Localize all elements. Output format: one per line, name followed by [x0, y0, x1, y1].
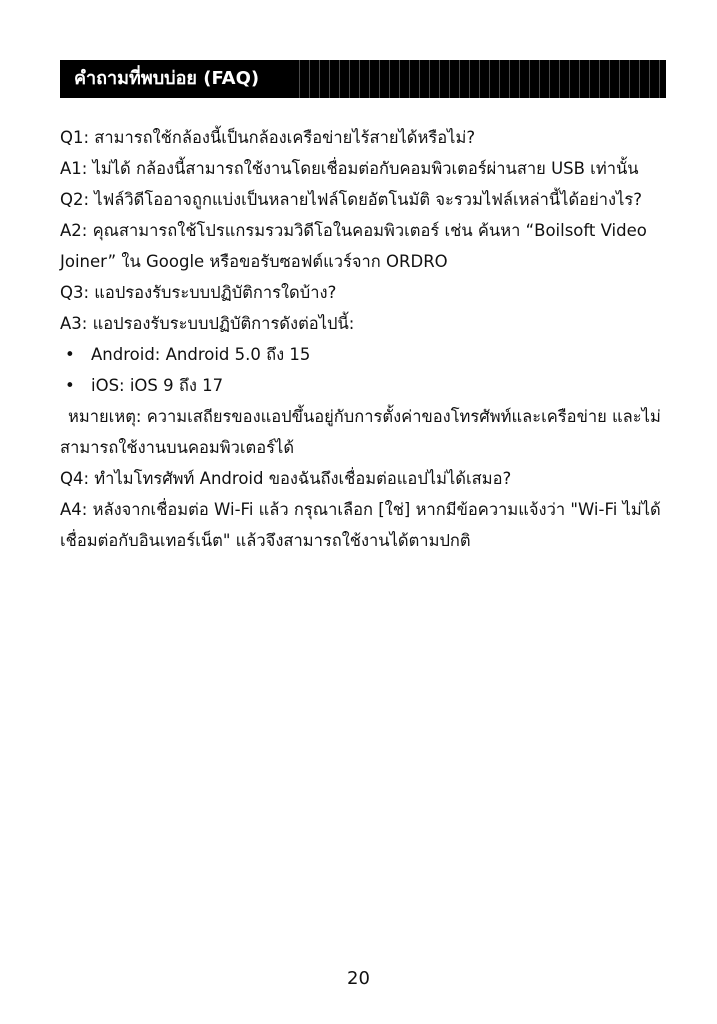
- list-item-android: • Android: Android 5.0 ถึง 15: [91, 339, 680, 370]
- page-title: คำถามที่พบบ่อย (FAQ): [74, 60, 267, 98]
- faq-header-bar: [60, 60, 666, 98]
- question-2: Q2: ไฟล์วิดีโออาจถูกแบ่งเป็นหลายไฟล์โดยอัตโนมัติ จะรวมไฟล์เหล่านี้ได้อย่างไร?: [60, 190, 643, 209]
- supported-os-list: [60, 339, 680, 401]
- answer-3: A3: แอปรองรับระบบปฏิบัติการดังต่อไปนี้:: [60, 314, 355, 333]
- note-text: หมายเหตุ: ความเสถียรของแอปขึ้นอยู่กับการตั้งค่าของโทรศัพท์และเครือข่าย และไม่สามารถใช้งานบนคอมพิวเตอร์ได้: [60, 407, 661, 457]
- list-item-ios: • iOS: iOS 9 ถึง 17: [91, 370, 680, 401]
- question-4: Q4: ทำไมโทรศัพท์ Android ของฉันถึงเชื่อมต่อแอปไม่ได้เสมอ?: [60, 469, 512, 488]
- faq-content: [60, 122, 680, 556]
- question-3: Q3: แอปรองรับระบบปฏิบัติการใดบ้าง?: [60, 283, 337, 302]
- answer-1: A1: ไม่ได้ กล้องนี้สามารถใช้งานโดยเชื่อมต่อกับคอมพิวเตอร์ผ่านสาย USB เท่านั้น: [60, 159, 639, 178]
- answer-2: A2: คุณสามารถใช้โปรแกรมรวมวิดีโอในคอมพิวเตอร์ เช่น ค้นหา “Boilsoft Video Joiner” ใน Google หรือขอรับซอฟต์แวร์จาก ORDRO: [60, 221, 647, 271]
- answer-4: A4: หลังจากเชื่อมต่อ Wi-Fi แล้ว กรุณาเลือก [ใช่] หากมีข้อความแจ้งว่า "Wi-Fi ไม่ได้เชื่อมต่อกับอินเทอร์เน็ต" แล้วจึงสามารถใช้งานได้ตามปกติ: [60, 500, 661, 550]
- question-1: Q1: สามารถใช้กล้องนี้เป็นกล้องเครือข่ายไร้สายได้หรือไม่?: [60, 128, 476, 147]
- page-number: 20: [347, 968, 370, 989]
